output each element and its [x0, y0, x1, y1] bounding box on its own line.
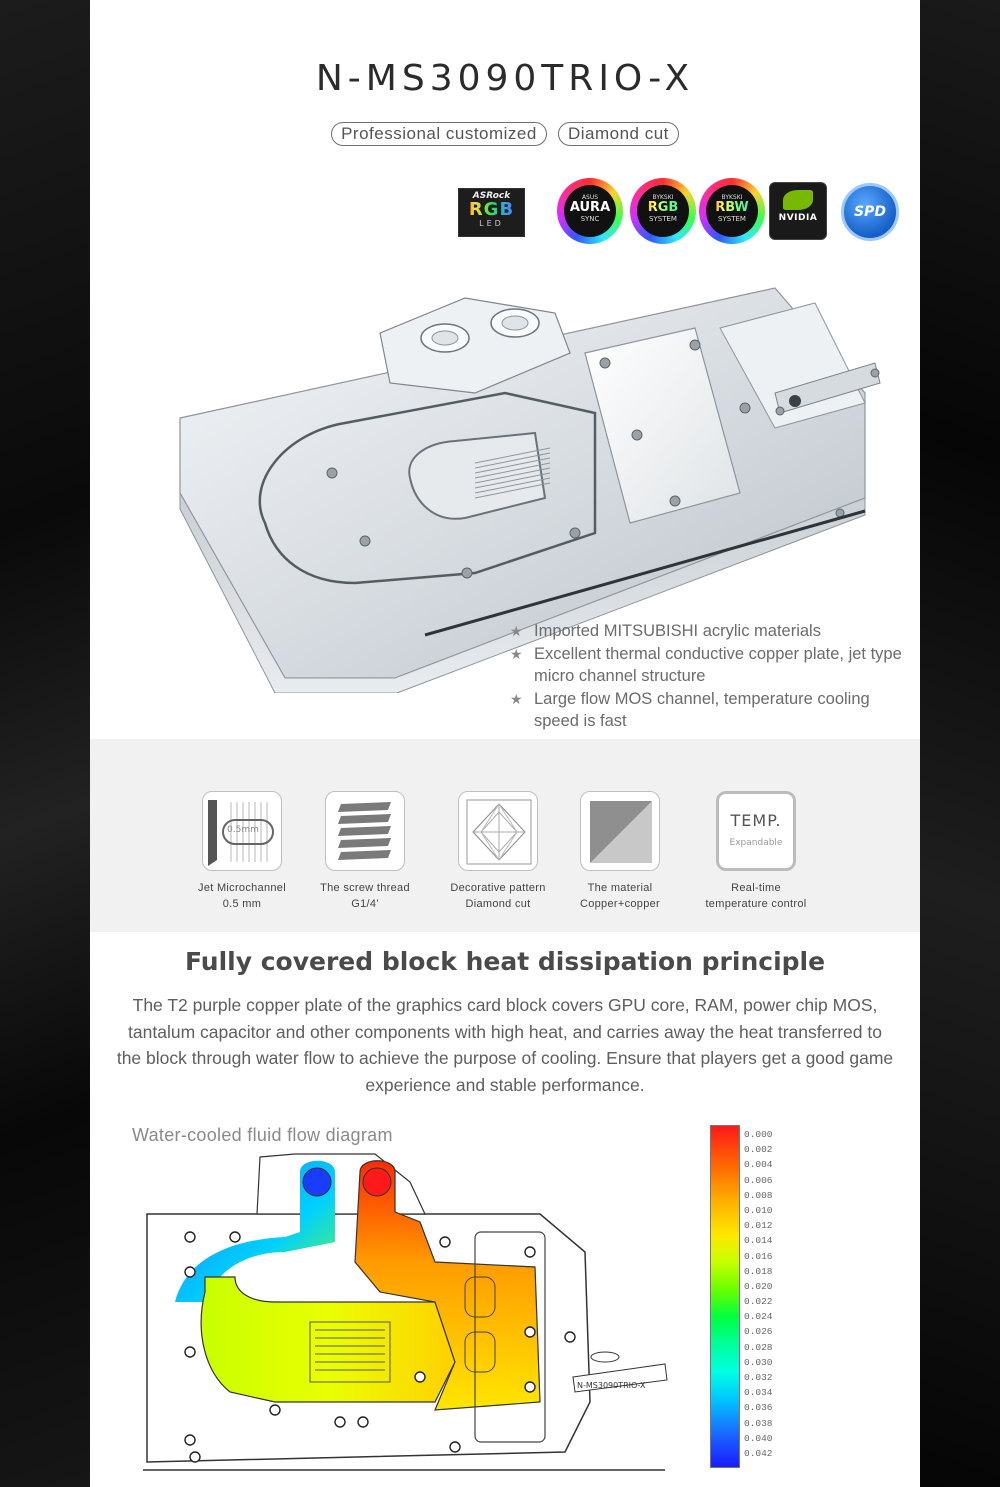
- flow-diagram: [135, 1152, 675, 1482]
- aura-brand: ASUS: [581, 194, 599, 201]
- feature-item: [510, 620, 910, 642]
- temp-label: TEMP.: [730, 811, 782, 830]
- flow-diagram-label: Water-cooled fluid flow diagram: [132, 1125, 393, 1145]
- scale-tick: 0.038: [744, 1417, 773, 1429]
- spec-line-2: G1/4': [351, 898, 379, 910]
- rgb-sub: SYSTEM: [649, 215, 677, 223]
- spec-icon-band: [90, 739, 920, 932]
- scale-tick: 0.034: [744, 1387, 773, 1399]
- nvidia-logo: [769, 182, 827, 240]
- scale-tick: 0.000: [744, 1129, 773, 1140]
- rbw-name: RBW: [706, 201, 758, 215]
- feature-text: Excellent thermal conductive copper plate, jet type micro channel structure: [534, 645, 902, 685]
- scale-tick: 0.042: [744, 1447, 773, 1459]
- spec-temperature: [686, 791, 826, 912]
- aura-name: AURA: [569, 200, 611, 215]
- star-icon: ★: [510, 623, 523, 639]
- scale-tick: 0.032: [744, 1372, 773, 1383]
- scale-labels: [744, 1127, 804, 1461]
- spd-logo: [841, 183, 899, 241]
- product-title: N-MS3090TRIO-X: [315, 58, 695, 99]
- scale-tick: 0.030: [744, 1356, 773, 1368]
- nvidia-text: NVIDIA: [778, 213, 818, 223]
- star-icon: ★: [510, 646, 523, 662]
- diamond-pattern-icon: [458, 791, 538, 871]
- rgb-brand: BYKSKI: [652, 194, 674, 201]
- asus-aura-sync-logo: [557, 178, 623, 244]
- temp-icon: [716, 791, 796, 871]
- feature-item: [510, 643, 910, 687]
- scale-tick: 0.026: [744, 1326, 773, 1338]
- diagram-logo-icon: [591, 1352, 619, 1362]
- spec-line-1: Real-time: [731, 882, 781, 894]
- rgb-name: RGB: [637, 201, 689, 215]
- scale-tick: 0.012: [744, 1220, 773, 1232]
- principle-body: The T2 purple copper plate of the graphics card block covers GPU core, RAM, power chip MOS, tantalum capacitor and other components with high heat, and carries away the heat transferred to the block through water flow to achieve the purpose of cooling. Ensure that players get a good game experience and stable performance.: [116, 995, 894, 1095]
- asrock-brand: ASRock: [472, 191, 511, 201]
- temp-sub-label: Expandable: [729, 838, 783, 848]
- spec-line-1: The material: [587, 882, 653, 894]
- spec-line-1: The screw thread: [320, 882, 410, 894]
- scale-tick: 0.020: [744, 1280, 773, 1292]
- flow-velocity-scale: [710, 1125, 740, 1468]
- aura-sub: SYNC: [580, 215, 600, 223]
- bykski-logo-icon: [789, 395, 801, 407]
- feature-text: Imported MITSUBISHI acrylic materials: [534, 622, 821, 640]
- rbw-brand: BYKSKI: [721, 194, 743, 201]
- star-icon: ★: [510, 691, 523, 707]
- product-panel: [90, 0, 920, 1487]
- spd-text: SPD: [854, 204, 886, 220]
- inlet-port-icon: [303, 1168, 331, 1196]
- bykski-rgb-system-logo: [630, 178, 696, 244]
- jet-microchannel-icon: [202, 791, 282, 871]
- bykski-rbw-system-logo: [699, 178, 765, 244]
- feature-text: Large flow MOS channel, temperature cooling speed is fast: [534, 690, 870, 730]
- scale-tick: 0.008: [744, 1189, 773, 1201]
- scale-tick: 0.022: [744, 1296, 773, 1308]
- spec-line-1: Jet Microchannel: [198, 882, 286, 894]
- material-icon: [580, 791, 660, 871]
- spec-jet-microchannel: [172, 791, 312, 912]
- nvidia-eye-icon: [783, 190, 813, 210]
- scale-tick: 0.014: [744, 1235, 773, 1247]
- spec-line-2: temperature control: [705, 898, 807, 910]
- spec-line-2: Copper+copper: [579, 898, 661, 910]
- scale-tick: 0.018: [744, 1265, 773, 1277]
- principle-heading: Fully covered block heat dissipation principle: [184, 947, 826, 976]
- scale-tick: 0.010: [744, 1204, 773, 1216]
- scale-tick: 0.036: [744, 1402, 773, 1414]
- tag-diamond-cut: Diamond cut: [558, 122, 679, 146]
- microchannel-size-label: 0.5mm: [227, 825, 259, 835]
- compatibility-badges: [455, 177, 885, 245]
- scale-tick: 0.006: [744, 1174, 773, 1186]
- spec-diamond-pattern: [428, 791, 568, 912]
- asrock-led-text: LED: [479, 219, 504, 228]
- spec-line-2: 0.5 mm: [222, 898, 262, 910]
- screw-thread-icon: [325, 791, 405, 871]
- tag-professional: Professional customized: [331, 122, 547, 146]
- scale-tick: 0.016: [744, 1250, 773, 1262]
- outlet-port-icon: [363, 1168, 391, 1196]
- feature-list: [510, 620, 910, 733]
- spec-material: [550, 791, 690, 912]
- tag-row: [90, 122, 920, 146]
- asrock-rgb-text: RGB: [459, 201, 524, 219]
- scale-tick: 0.002: [744, 1144, 773, 1156]
- scale-tick: 0.004: [744, 1159, 773, 1171]
- diagram-terminal-outline: [257, 1154, 425, 1214]
- asrock-rgb-led-logo: [458, 188, 525, 237]
- right-dark-margin: [920, 0, 1000, 1487]
- scale-tick: 0.028: [744, 1341, 773, 1353]
- rbw-sub: SYSTEM: [718, 215, 746, 223]
- feature-item: [510, 688, 910, 732]
- left-dark-margin: [0, 0, 90, 1487]
- diagram-engraving: N-MS3090TRIO-X: [577, 1381, 646, 1390]
- spec-line-2: Diamond cut: [465, 898, 531, 910]
- scale-tick: 0.040: [744, 1432, 773, 1444]
- spec-screw-thread: [295, 791, 435, 912]
- scale-tick: 0.024: [744, 1311, 773, 1323]
- spec-line-1: Decorative pattern: [450, 882, 546, 894]
